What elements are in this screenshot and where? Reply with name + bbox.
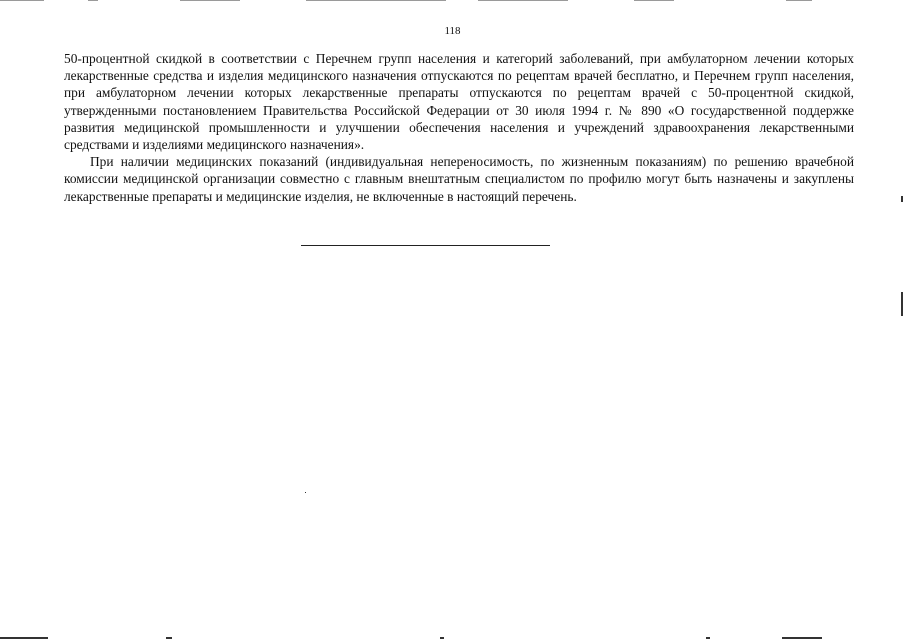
scan-edge-bottom-1 bbox=[0, 637, 48, 639]
scan-edge-top-2 bbox=[88, 0, 98, 1]
end-of-document-rule bbox=[301, 245, 550, 246]
scan-edge-bottom-3 bbox=[440, 637, 444, 639]
scan-edge-top-5 bbox=[478, 0, 568, 1]
scan-side-mark-1 bbox=[901, 196, 903, 202]
scan-edge-top-4 bbox=[306, 0, 446, 1]
scan-edge-bottom-4 bbox=[706, 637, 710, 639]
paragraph-continuation: 50-процентной скидкой в соответствии с Перечнем групп населения и категорий заболеваний, при амбулаторном лечении которых лекарственные средства и изделия медицинского назначения отпускаются по рецептам врачей бесплатно, и Перечнем групп населения, при амбулаторном лечении которых лекарственные препараты отпускаются по рецептам врачей с 50-процентной скидкой, утвержденными постановлением Правительства Российской Федерации от 30 июля 1994 г. № 890 «О государственной поддержке развития медицинской промышленности и улучшении обеспечения населения и учреждений здравоохранения лекарственными средствами и изделиями медицинского назначения». bbox=[64, 51, 854, 153]
scan-edge-bottom-5 bbox=[782, 637, 822, 639]
scan-speck bbox=[305, 492, 306, 493]
scan-edge-top-3 bbox=[180, 0, 240, 1]
scan-edge-top-7 bbox=[786, 0, 812, 1]
scan-edge-bottom-2 bbox=[166, 637, 172, 639]
paragraph-medical-indications: При наличии медицинских показаний (индивидуальная непереносимость, по жизненным показаниям) по решению врачебной комиссии медицинской организации совместно с главным внештатным специалистом по профилю могут быть назначены и закуплены лекарственные препараты и медицинские изделия, не включенные в настоящий перечень. bbox=[64, 154, 854, 204]
scan-side-mark-2 bbox=[901, 292, 903, 316]
scan-edge-top-1 bbox=[0, 0, 44, 1]
scan-edge-top-6 bbox=[634, 0, 674, 1]
document-body bbox=[64, 50, 854, 205]
page-number: 118 bbox=[444, 25, 461, 37]
